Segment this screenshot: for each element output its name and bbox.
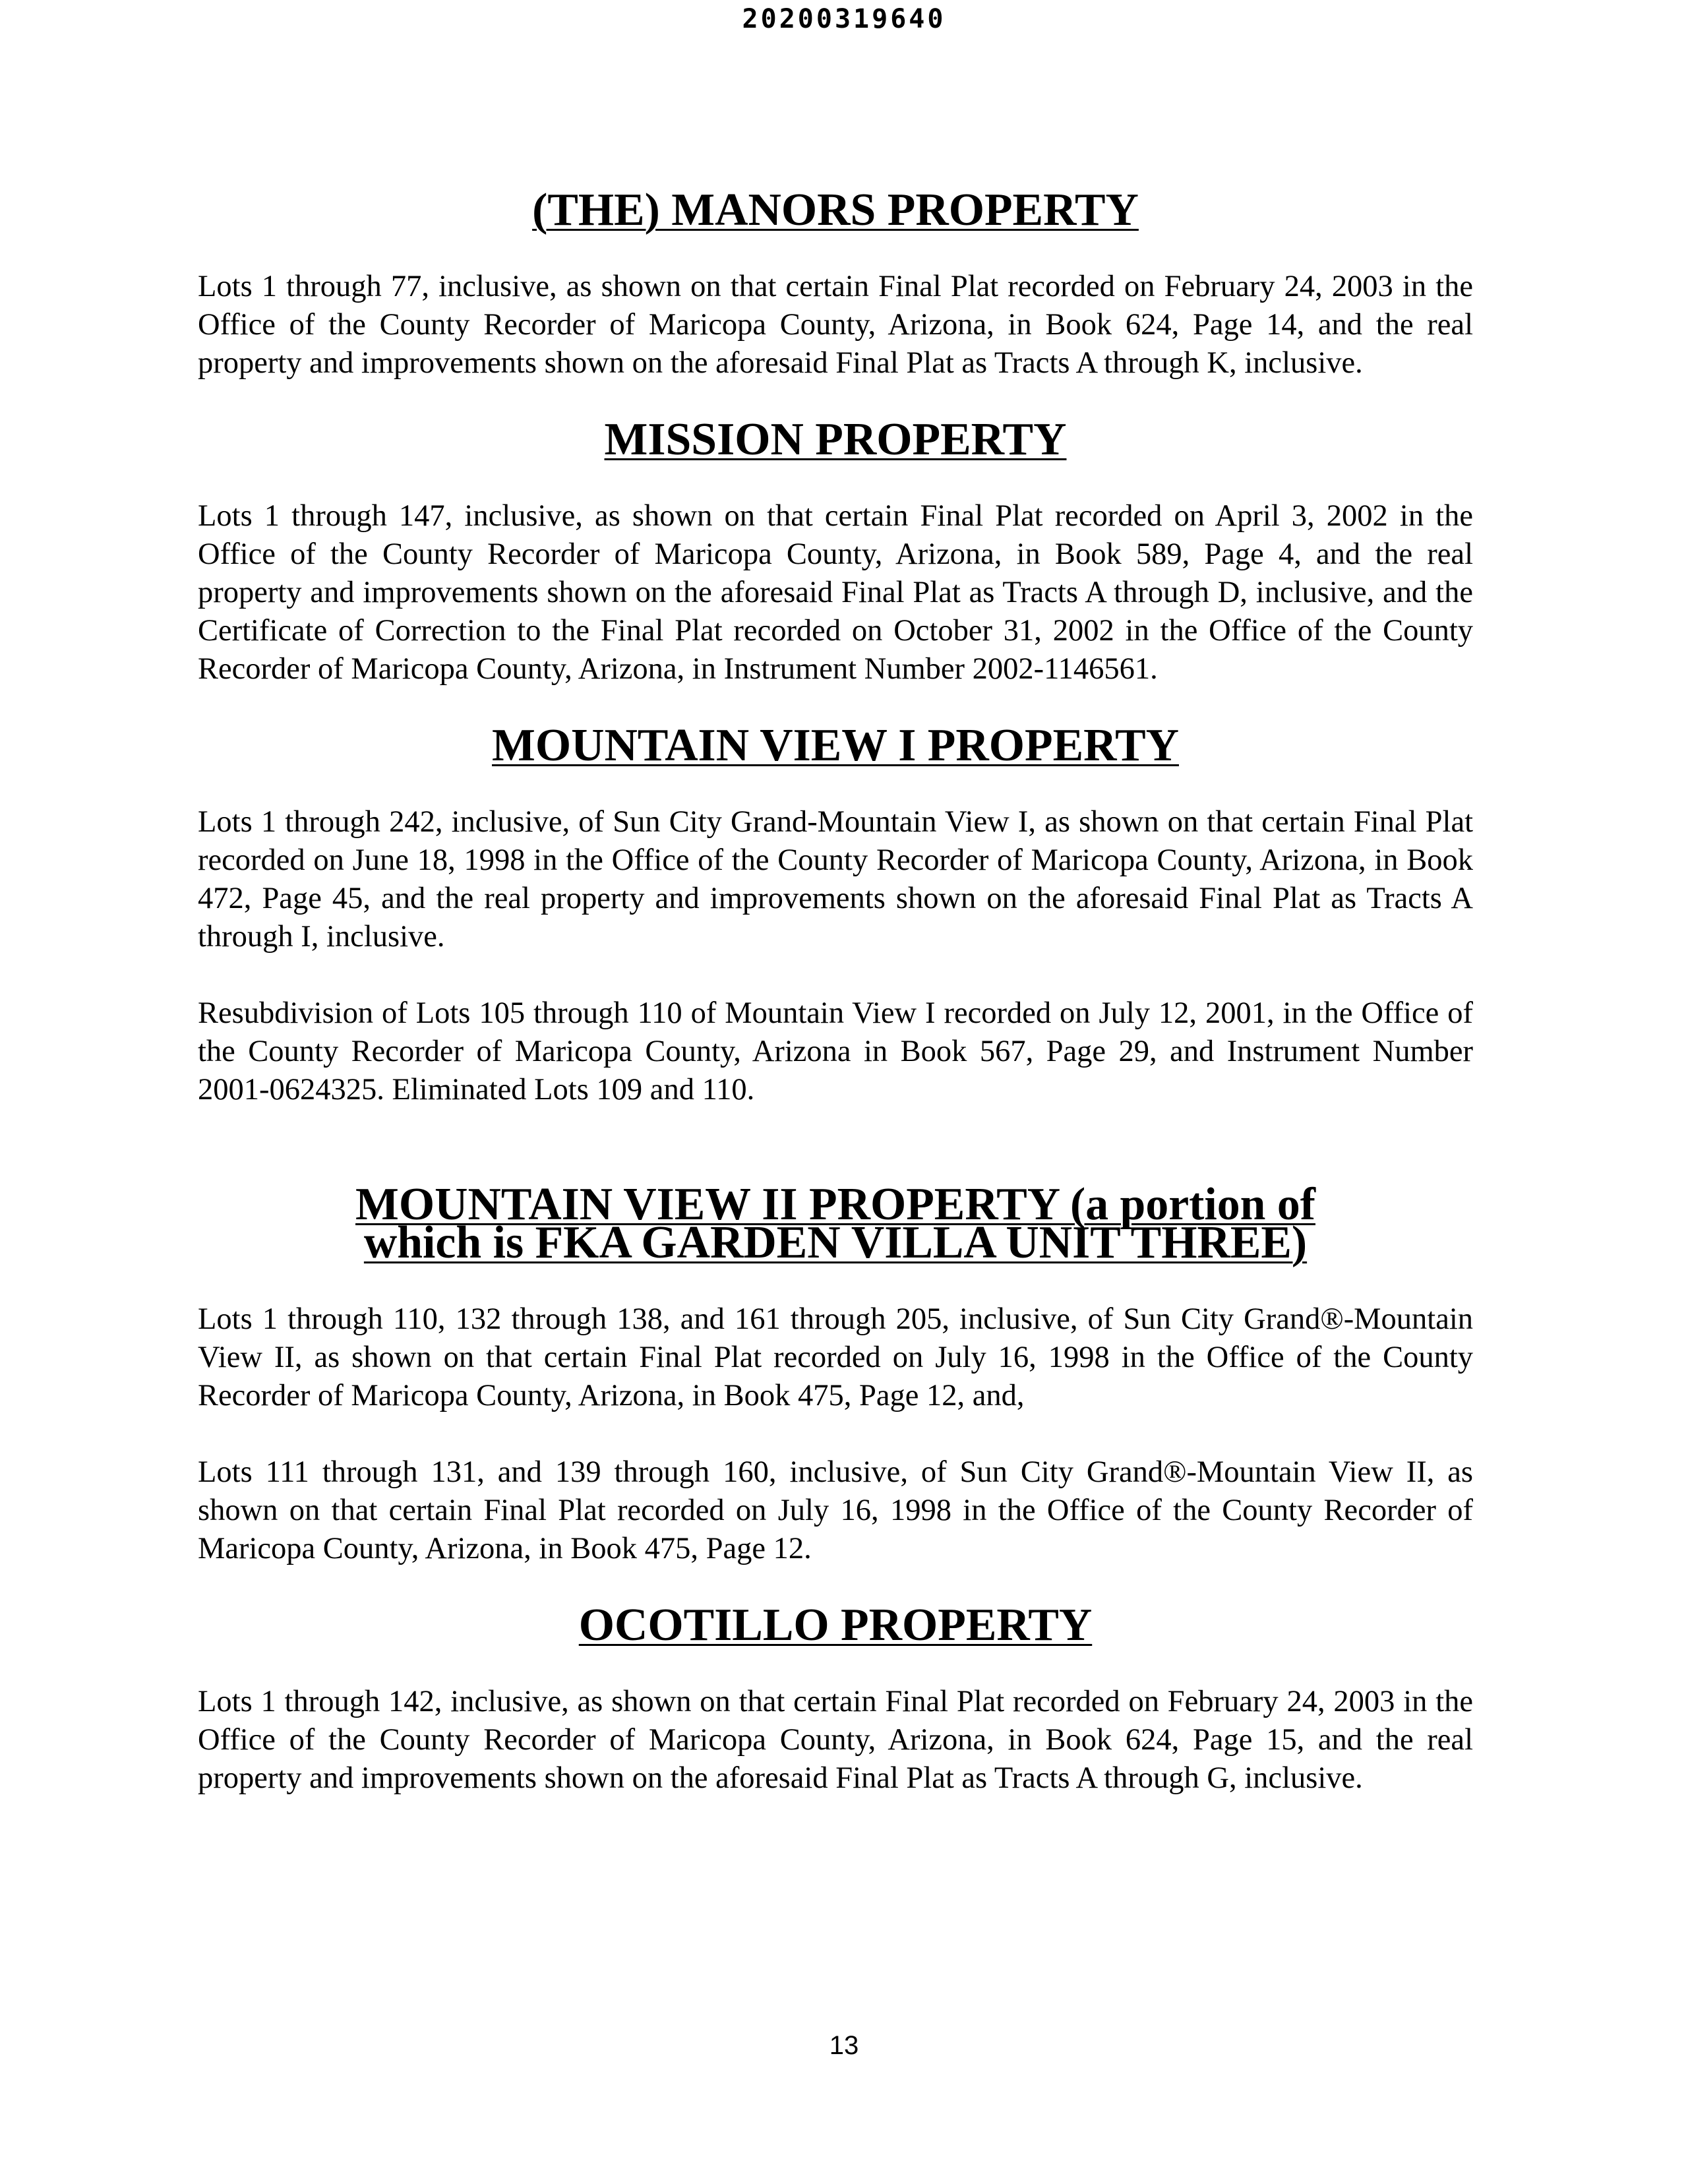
section-paragraph: Lots 1 through 147, inclusive, as shown on that certain Final Plat recorded on April 3, 2002 in the Office of the County Recorder of Maricopa County, Arizona, in Book 589, Page 4, and the real property and improvements shown on the aforesaid Final Plat as Tracts A through D, inclusive, and the Certificate of Correction to the Final Plat recorded on October 31, 2002 in the Office of the County Recorder of Maricopa County, Arizona, in Instrument Number 2002-1146561. — [198, 499, 1473, 686]
document-body — [198, 185, 1473, 1836]
section-paragraph: Lots 111 through 131, and 139 through 160, inclusive, of Sun City Grand®-Mountain View II, as shown on that certain Final Plat recorded on July 16, 1998 in the Office of the County Recorder of Maricopa County, Arizona, in Book 475, Page 12. — [198, 1455, 1473, 1565]
section-paragraph: Lots 1 through 110, 132 through 138, and 161 through 205, inclusive, of Sun City Grand®-Mountain View II, as shown on that certain Final Plat recorded on July 16, 1998 in the Office of the County Recorder of Maricopa County, Arizona, in Book 475, Page 12, and, — [198, 1302, 1473, 1412]
section-heading: MISSION PROPERTY — [604, 414, 1067, 465]
section-paragraph: Lots 1 through 242, inclusive, of Sun City Grand-Mountain View I, as shown on that certain Final Plat recorded on June 18, 1998 in the Office of the County Recorder of Maricopa County, Arizona, in Book 472, Page 45, and the real property and improvements shown on the aforesaid Final Plat as Tracts A through I, inclusive. — [198, 805, 1473, 954]
section-heading: OCOTILLO PROPERTY — [578, 1600, 1093, 1651]
section-ocotillo-property — [198, 1600, 1473, 1798]
section-heading: (THE) MANORS PROPERTY — [532, 185, 1139, 235]
section-paragraph: Lots 1 through 77, inclusive, as shown on that certain Final Plat recorded on February 24, 2003 in the Office of the County Recorder of Maricopa County, Arizona, in Book 624, Page 14, and the real property and improvements shown on the aforesaid Final Plat as Tracts A through K, inclusive. — [198, 270, 1473, 380]
section-heading: MOUNTAIN VIEW I PROPERTY — [492, 720, 1179, 771]
document-number: 20200319640 — [742, 4, 946, 34]
section-mountain-view-2-property — [198, 1179, 1473, 1568]
section-heading-line: MOUNTAIN VIEW II PROPERTY (a portion of — [355, 1179, 1315, 1230]
section-paragraph: Resubdivision of Lots 105 through 110 of Mountain View I recorded on July 12, 2001, in the Office of the County Recorder of Maricopa County, Arizona in Book 567, Page 29, and Instrument Number 2001-0624325. Eliminated Lots 109 and 110. — [198, 996, 1473, 1107]
section-mission-property — [198, 414, 1473, 688]
section-mountain-view-1-property — [198, 720, 1473, 1109]
section-heading-line: which is FKA GARDEN VILLA UNIT THREE) — [363, 1217, 1308, 1268]
section-paragraph: Lots 1 through 142, inclusive, as shown on that certain Final Plat recorded on February 24, 2003 in the Office of the County Recorder of Maricopa County, Arizona, in Book 624, Page 15, and the real property and improvements shown on the aforesaid Final Plat as Tracts A through G, inclusive. — [198, 1685, 1473, 1795]
page-number: 13 — [829, 2031, 859, 2060]
section-heading — [198, 1179, 1473, 1268]
section-manors-property — [198, 185, 1473, 382]
